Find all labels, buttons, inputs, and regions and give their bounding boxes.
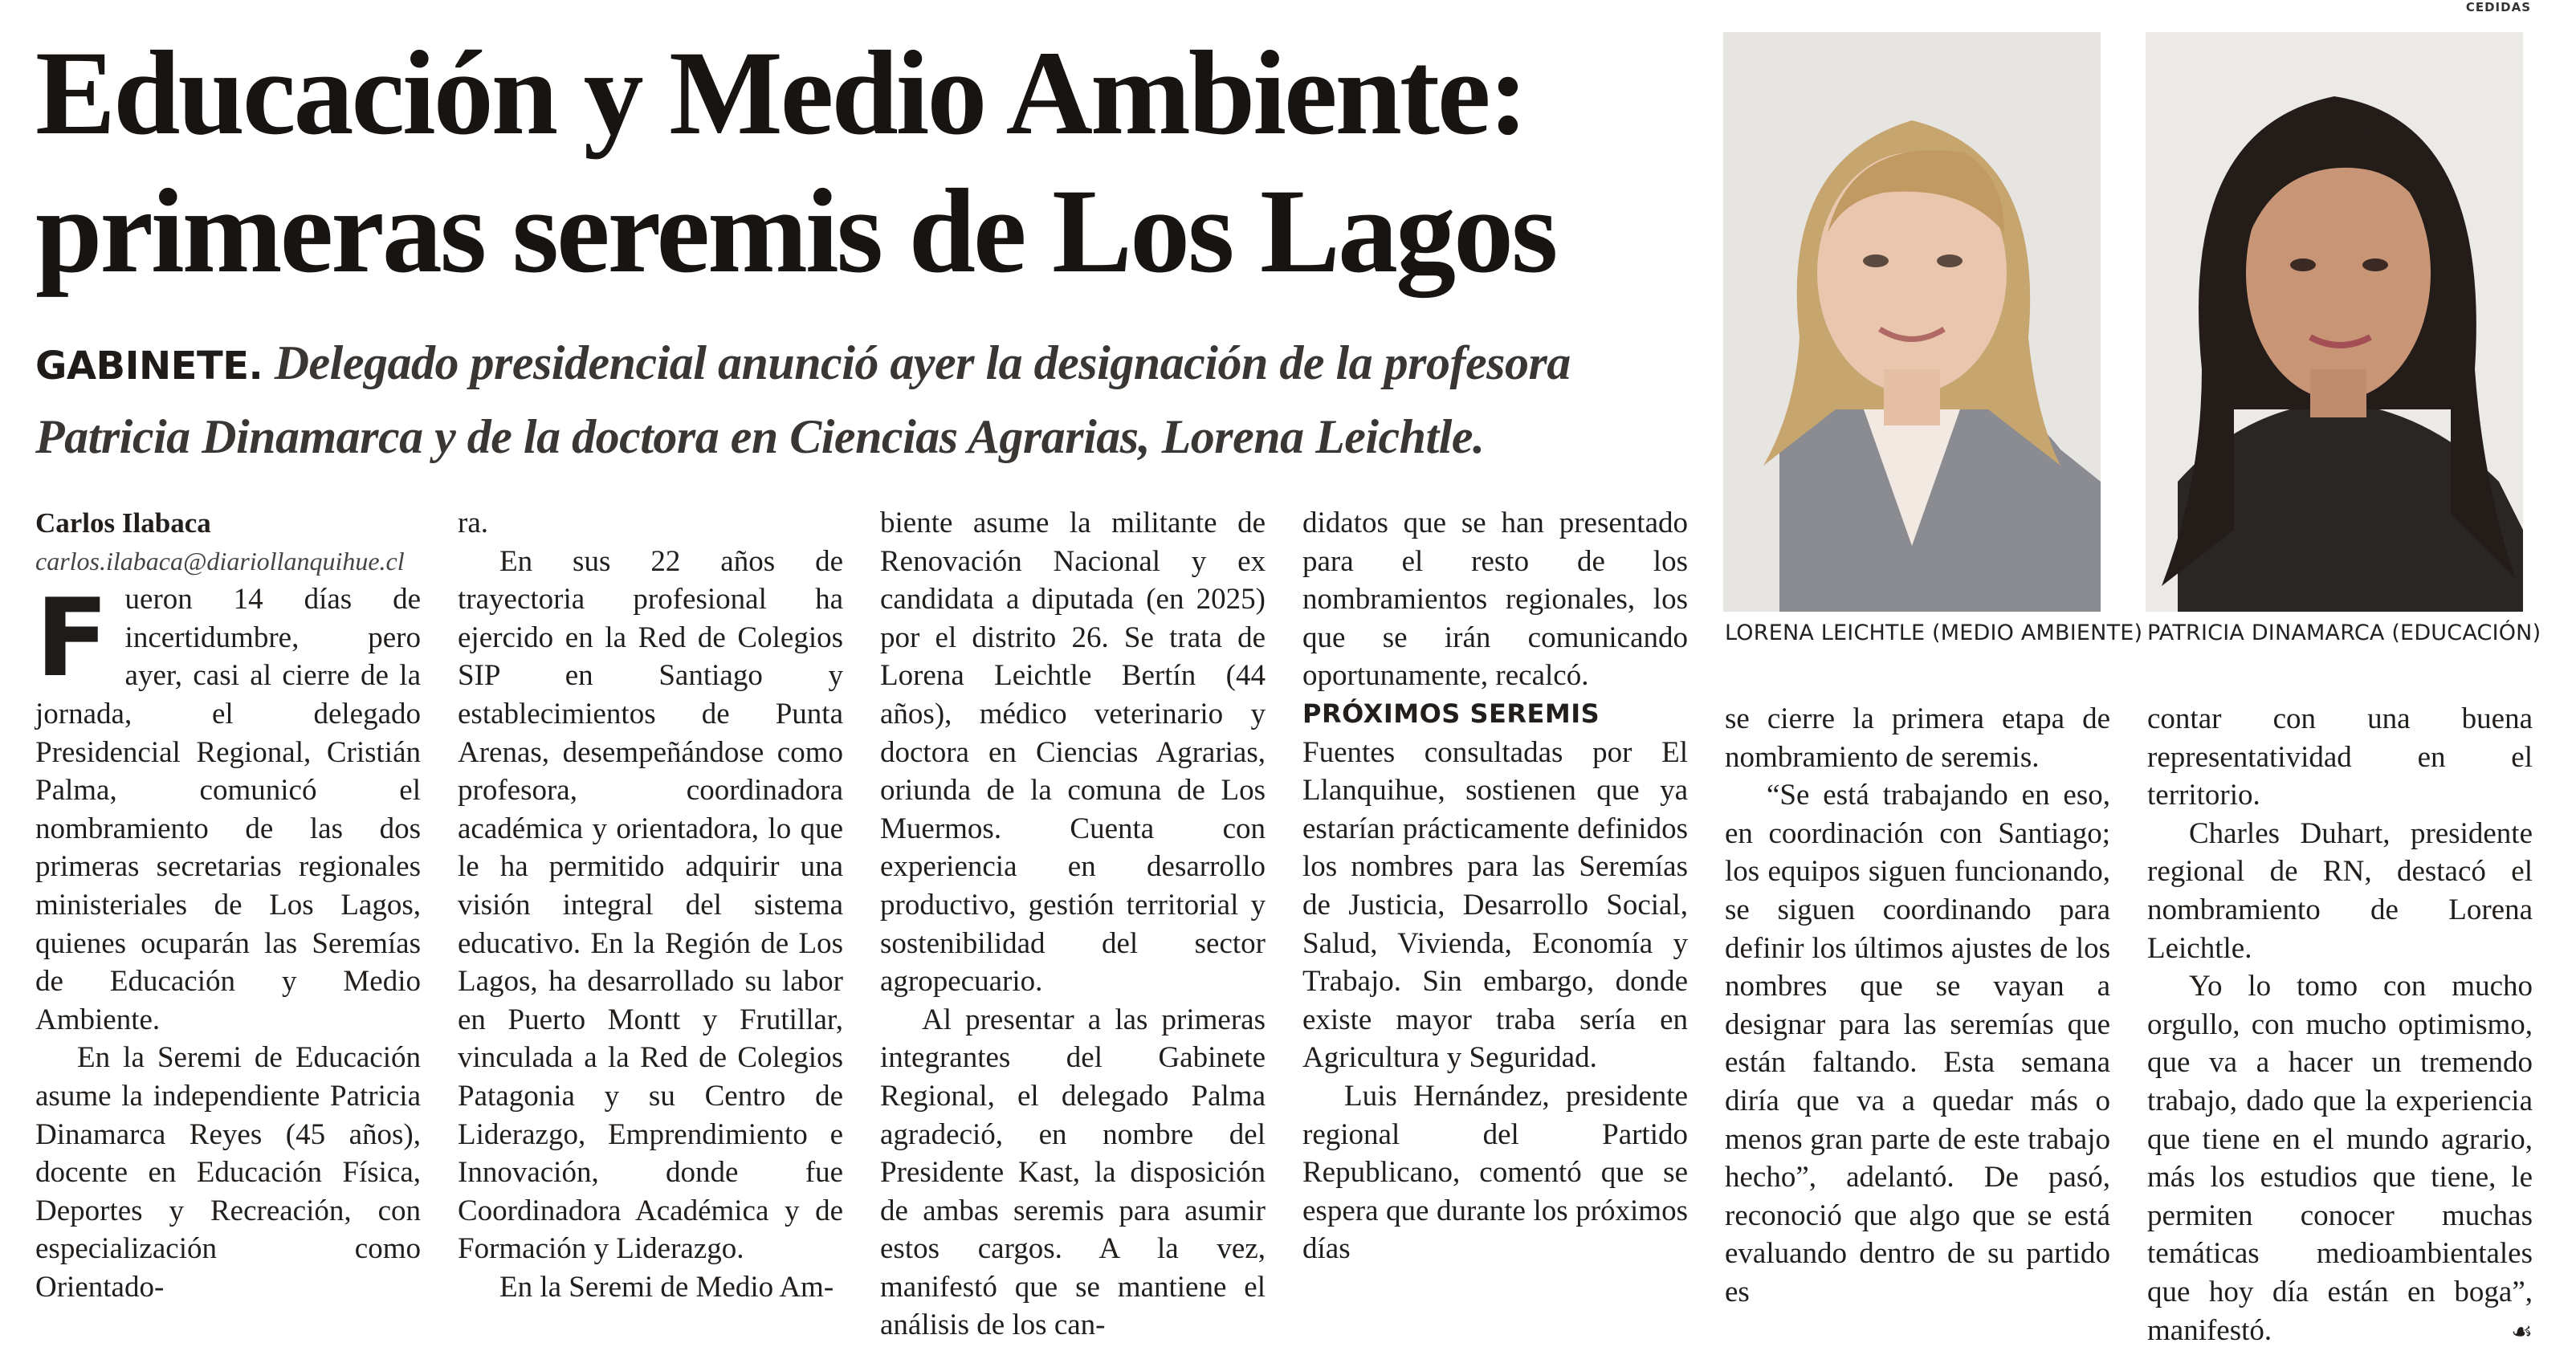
- article-column-3: [880, 504, 1266, 1345]
- photo-lorena-leichtle: [1723, 32, 2101, 612]
- article-column-1: [35, 504, 421, 1306]
- paragraph-2-continued: ra.: [458, 504, 843, 543]
- article-column-6: [2147, 700, 2533, 1351]
- paragraph-8-continued: contar con una buena representatividad en el territorio.: [2147, 700, 2533, 815]
- paragraph-3: En sus 22 años de trayectoria profesional ha ejercido en la Red de Colegios SIP en Santiago y establecimientos de Punta Arenas, desempeñándose como profesora, coordinadora académica y orientadora, lo que le ha permitido adquirir una visión integral del sistema educativo. En la Región de Los Lagos, ha desarrollado su labor en Puerto Montt y Frutillar, vinculada a la Red de Colegios Patagonia y su Centro de Liderazgo, Emprendimiento e Innovación, donde fue Coordinadora Académica y de Formación y Liderazgo.: [458, 543, 843, 1268]
- paragraph-10-text: Yo lo tomo con mucho orgullo, con mucho optimismo, que va a hacer un tremendo trabajo, dado que la experiencia que tiene en el mundo agrario, más los estudios que tiene, le permiten conocer muchas temáticas medioambientales que hoy día están en boga”, manifestó.: [2147, 970, 2533, 1346]
- subhead: PRÓXIMOS SEREMIS: [1302, 695, 1688, 734]
- photo-credit: CEDIDAS: [2466, 0, 2531, 14]
- photo-caption-1: LORENA LEICHTLE (MEDIO AMBIENTE): [1725, 621, 2142, 645]
- paragraph-1-text: ueron 14 días de incertidumbre, pero ayer, casi al cierre de la jornada, el delegado Presidencial Regional, Cristián Palma, comunicó el nombramiento de las dos primeras secretarias regionales ministeriales de Los Lagos, quienes ocuparán las Seremías de Educación y Medio Ambiente.: [35, 583, 421, 1036]
- paragraph-5-continued: didatos que se han presentado para el resto de los nombramientos regionales, los que se irán comunicando oportunamente, recalcó.: [1302, 504, 1688, 695]
- paragraph-10: [2147, 967, 2533, 1349]
- article-column-4: [1302, 504, 1688, 1268]
- byline-name: Carlos Ilabaca: [35, 504, 421, 543]
- paragraph-9: Charles Duhart, presidente regional de RN, destacó el nombramiento de Lorena Leichtle.: [2147, 815, 2533, 967]
- headline-line-1: Educación y Medio Ambiente:: [35, 26, 1526, 160]
- paragraph-4-continued: biente asume la militante de Renovación Nacional y ex candidata a diputada (en 2025) por el distrito 26. Se trata de Lorena Leichtle Bertín (44 años), médico veterinario y doctora en Ciencias Agrarias, oriunda de la comuna de Los Muermos. Cuenta con experiencia en desarrollo productivo, gestión territorial y sostenibilidad del sector agropecuario.: [880, 504, 1266, 1001]
- paragraph-5: Al presentar a las primeras integrantes del Gabinete Regional, el delegado Palma agradeció, en nombre del Presidente Kast, la disposición de ambas seremis para asumir estos cargos. A la vez, manifestó que se mantiene el análisis de los can-: [880, 1001, 1266, 1345]
- end-mark-icon: ☙: [2469, 1313, 2533, 1351]
- drop-cap: F: [35, 590, 109, 686]
- paragraph-1: [35, 580, 421, 1039]
- paragraph-4: En la Seremi de Medio Am-: [458, 1268, 843, 1307]
- portrait-image: [2146, 32, 2523, 612]
- deck-text: Delegado presidencial anunció ayer la designación de la profesora Patricia Dinamarca y de la doctora en Ciencias Agrarias, Lorena Leichtle.: [35, 336, 1571, 463]
- byline-email: carlos.ilabaca@diariollanquihue.cl: [35, 543, 421, 581]
- headline: [35, 24, 1689, 300]
- deck-kicker: GABINETE.: [35, 344, 263, 389]
- paragraph-7: Luis Hernández, presidente regional del Partido Republicano, comentó que se espera que durante los próximos días: [1302, 1077, 1688, 1268]
- paragraph-8: “Se está trabajando en eso, en coordinación con Santiago; los equipos siguen funcionando, se siguen coordinando para definir los últimos ajustes de los nombres que se vayan a designar para las seremías que están faltando. Esta semana diría que va a quedar más o menos gran parte de este trabajo hecho”, adelantó. De pasó, reconoció que algo que se está evaluando dentro de su partido es: [1725, 776, 2110, 1311]
- article-column-2: [458, 504, 843, 1306]
- paragraph-7-continued: se cierre la primera etapa de nombramiento de seremis.: [1725, 700, 2110, 776]
- deck: [35, 328, 1641, 472]
- paragraph-2: En la Seremi de Educación asume la independiente Patricia Dinamarca Reyes (45 años), docente en Educación Física, Deportes y Recreación, con especialización como Orientado-: [35, 1039, 421, 1306]
- paragraph-6: Fuentes consultadas por El Llanquihue, sostienen que ya estarían prácticamente definidos los nombres para las Seremías de Justicia, Desarrollo Social, Salud, Vivienda, Economía y Trabajo. Sin embargo, donde existe mayor traba sería en Agricultura y Seguridad.: [1302, 734, 1688, 1077]
- photo-patricia-dinamarca: [2146, 32, 2523, 612]
- headline-line-2: primeras seremis de Los Lagos: [35, 165, 1555, 298]
- article-column-5: [1725, 700, 2110, 1312]
- photo-caption-2: PATRICIA DINAMARCA (EDUCACIÓN): [2147, 621, 2541, 645]
- portrait-image: [1723, 32, 2101, 612]
